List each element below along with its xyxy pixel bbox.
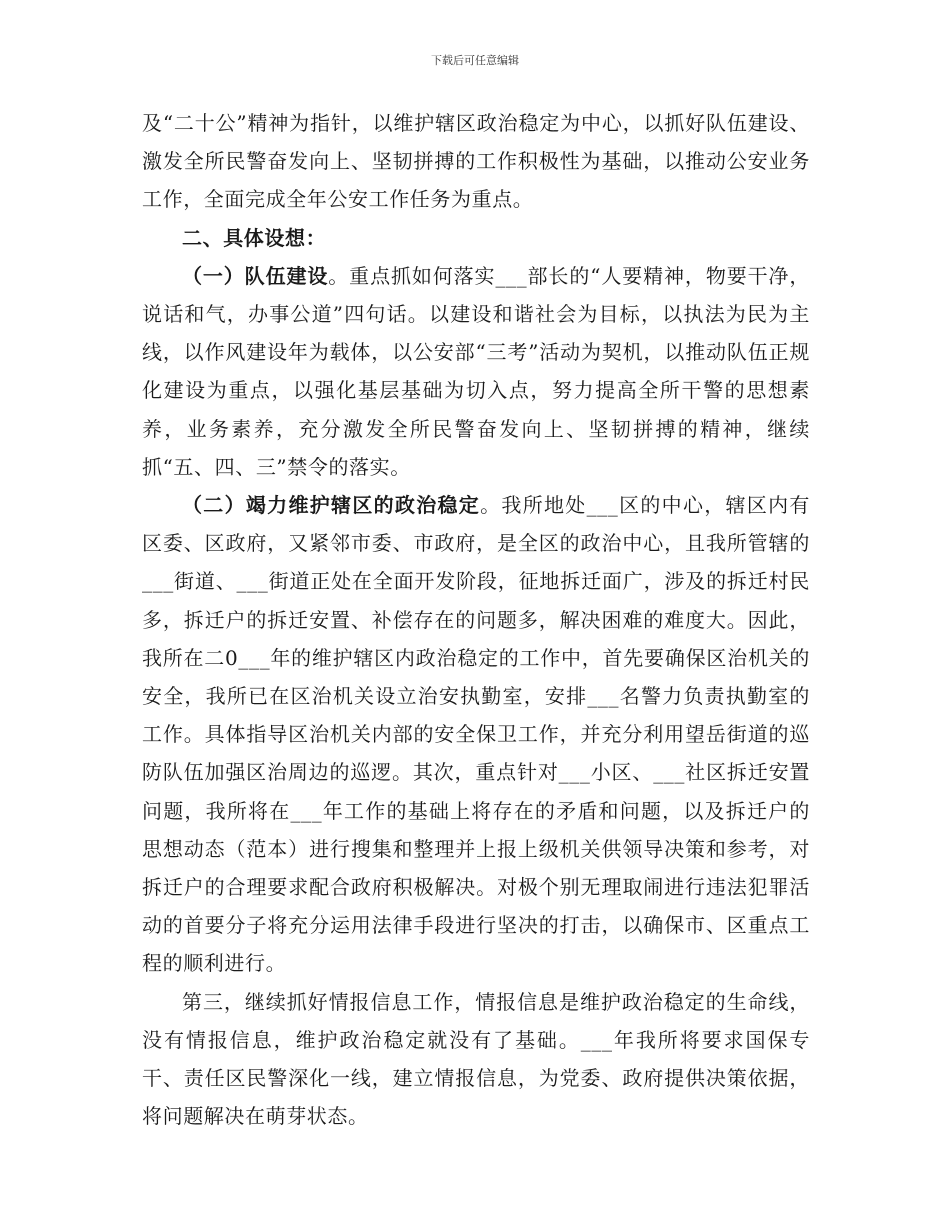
paragraph-lead: （一）队伍建设 xyxy=(182,263,329,288)
paragraph-text: 。我所地处___区的中心，辖区内有区委、区政府，又紧邻市委、市政府，是全区的政治中心，且我所管辖的___街道、___街道正处在全面开发阶段，征地拆迁面广，涉及的拆迁村民多，拆迁户的拆迁安置、补偿存在的问题多，解决困难的难度大。因此，我所在二0___年的维护辖区内政治稳定的工作中，首先要确保区治机关的安全，我所已在区治机关设立治安执勤室，安排___名警力负责执勤室的工作。具体指导区治机关内部的安全保卫工作，并充分利用望岳街道的巡防队伍加强区治周边的巡逻。其次，重点针对___小区、___社区拆迁安置问题，我所将在___年工作的基础上将存在的矛盾和问题，以及拆迁户的思想动态（范本）进行搜集和整理并上报上级机关供领导决策和参考，对拆迁户的合理要求配合政府积极解决。对极个别无理取闹进行违法犯罪活动的首要分子将充分运用法律手段进行坚决的打击，以确保市、区重点工程的顺利进行。 xyxy=(142,493,811,976)
page-header: 下载后可任意编辑 xyxy=(431,54,519,67)
section-heading: 二、具体设想： xyxy=(182,225,327,250)
paragraph-lead: （二）竭力维护辖区的政治稳定 xyxy=(182,493,481,518)
document-body xyxy=(142,104,810,1135)
paragraph-political-stability xyxy=(142,486,810,983)
paragraph-intelligence: 第三，继续抓好情报信息工作，情报信息是维护政治稳定的生命线，没有情报信息，维护政治稳定就没有了基础。___年我所将要求国保专干、责任区民警深化一线，建立情报信息，为党委、政府提供决策依据，将问题解决在萌芽状态。 xyxy=(142,989,810,1129)
paragraph-text: 。重点抓如何落实___部长的“人要精神，物要干净，说话和气，办事公道”四句话。以建设和谐社会为目标，以执法为民为主线，以作风建设年为载体，以公安部“三考”活动为契机，以推动队伍正规化建设为重点，以强化基层基础为切入点，努力提高全所干警的思想素养，业务素养，充分激发全所民警奋发向上、坚韧拼搏的精神，继续抓“五、四、三”禁令的落实。 xyxy=(142,263,811,479)
paragraph-team-building xyxy=(142,257,810,486)
paragraph-intro: 及“二十公”精神为指针，以维护辖区政治稳定为中心，以抓好队伍建设、激发全所民警奋发向上、坚韧拼搏的工作积极性为基础，以推动公安业务工作，全面完成全年公安工作任务为重点。 xyxy=(142,111,810,212)
